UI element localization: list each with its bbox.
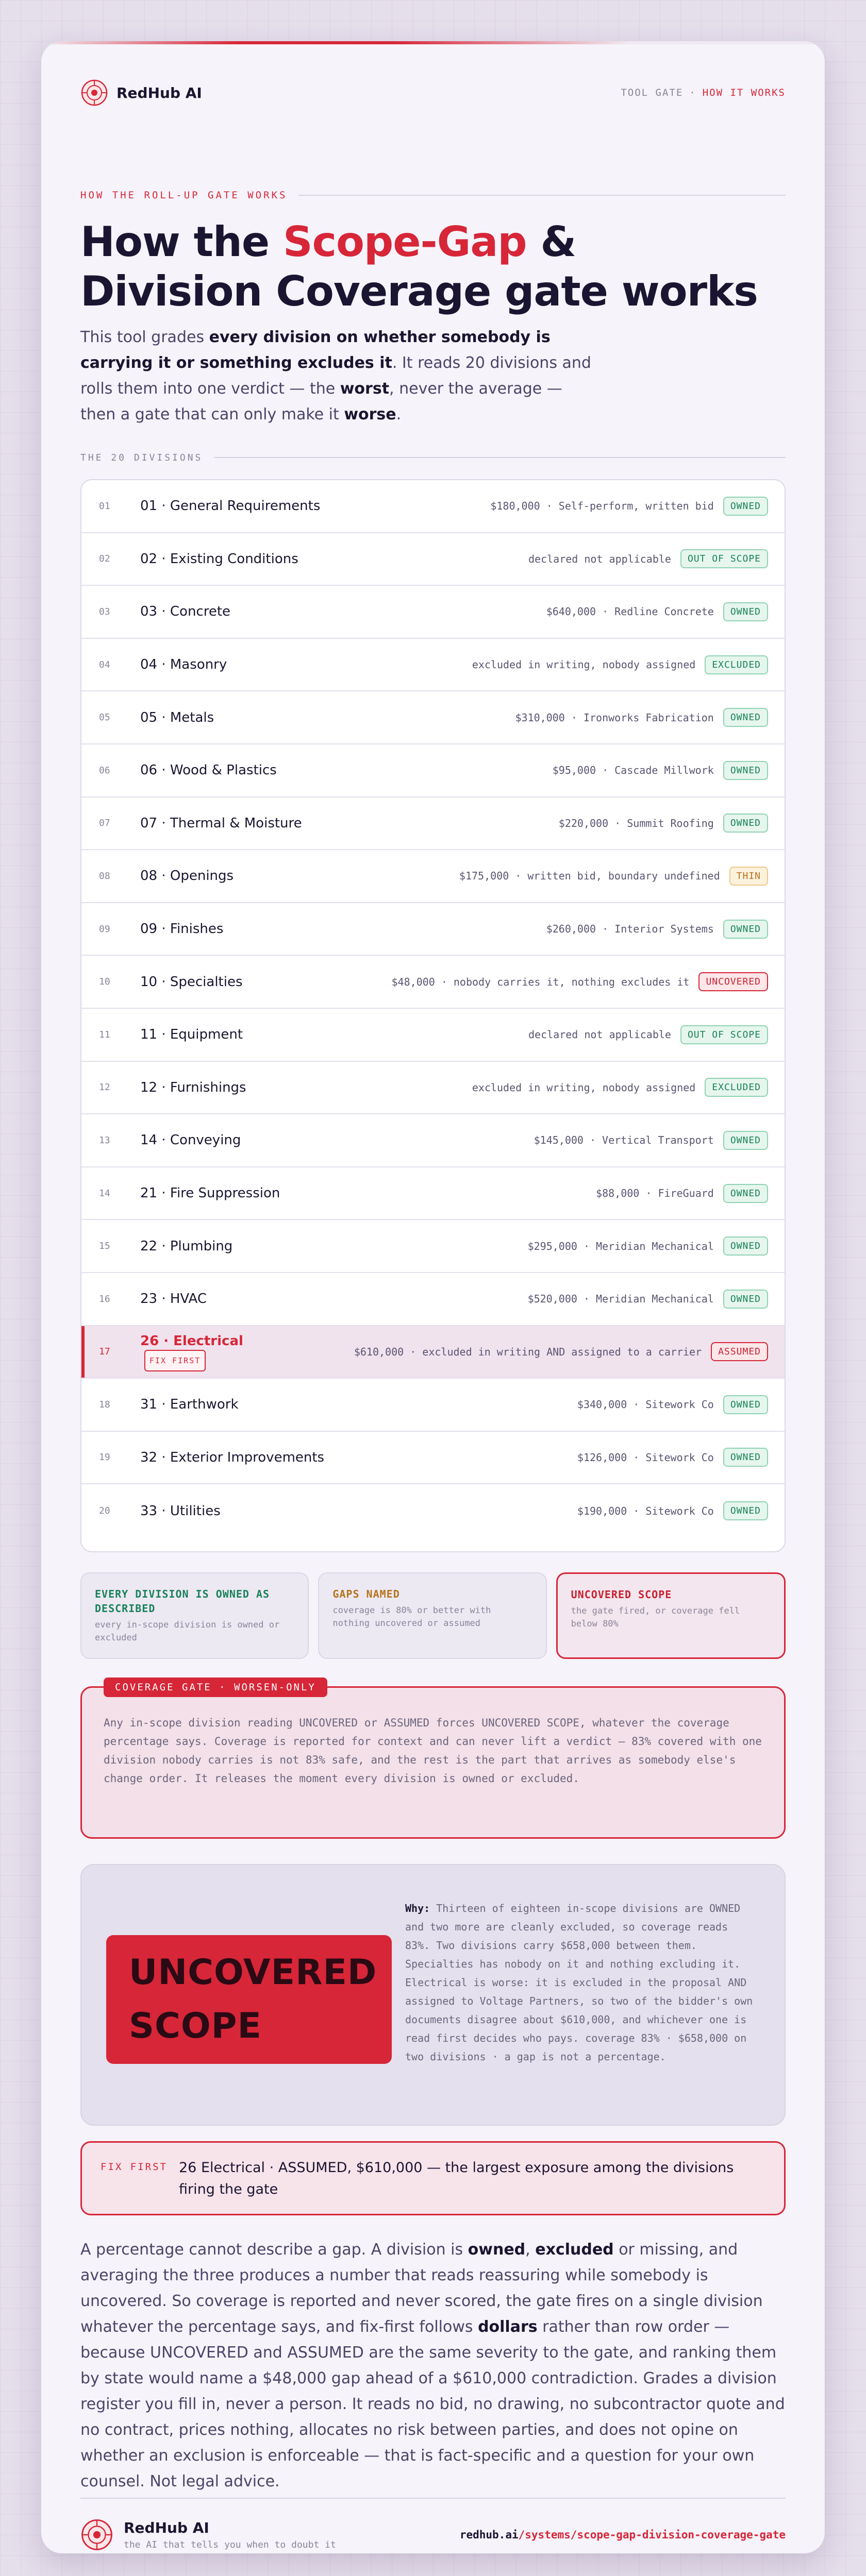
coverage-gate-text: Any in-scope division reading UNCOVERED or ASSUMED forces UNCOVERED SCOPE, whatever the coverage percentage says. Coverage is reported for context and can never lift a verdict — 83% covered with one division nobody carries is not 83% safe, and the rest is the part that arrives as somebody else's change order. It releases the moment every division is owned or excluded. <box>104 1717 762 1785</box>
lede-text: . <box>396 405 402 423</box>
fix-first-tag: FIX FIRST <box>144 1350 206 1371</box>
division-row[interactable] <box>81 1167 785 1221</box>
division-detail: declared not applicable <box>528 552 671 565</box>
eyebrow-rule <box>298 195 786 196</box>
division-status <box>705 655 785 674</box>
division-row[interactable] <box>81 744 785 798</box>
division-name <box>140 1291 336 1307</box>
why-text: Thirteen of eighteen in-scope divisions are OWNED and two more are cleanly excluded, so coverage reads 83%. Two divisions carry $658,000 between them. Specialties has nobody on it and nothing excluding it. Electrical is worse: it is excluded in the proposal AND assigned to Voltage Partners, so two of the bidder's own documents disagree about $610,000, and whichever one is read first decides who pays. coverage 83% · $658,000 on two divisions · a gap is not a percentage. <box>405 1902 753 2063</box>
division-detail: $220,000 · Summit Roofing <box>558 817 714 829</box>
division-index: 19 <box>99 1452 110 1463</box>
legend-uncovered-text: the gate fired, or coverage fell below 80% <box>571 1606 740 1629</box>
section-rule <box>214 457 786 458</box>
division-detail: $175,000 · written bid, boundary undefined <box>459 870 720 883</box>
verdict-legend <box>80 1572 786 1659</box>
status-badge: OWNED <box>723 1131 768 1150</box>
division-name-text: 03 · Concrete <box>140 604 231 620</box>
division-status <box>680 549 785 568</box>
division-index: 06 <box>99 765 110 776</box>
legend-owned-text: every in-scope division is owned or excluded <box>95 1620 280 1643</box>
division-name-text: 12 · Furnishings <box>140 1079 246 1095</box>
division-index: 16 <box>99 1293 110 1304</box>
division-index: 12 <box>99 1082 110 1093</box>
division-index: 09 <box>99 923 110 935</box>
division-index: 02 <box>99 553 110 565</box>
division-index: 15 <box>99 1241 110 1252</box>
division-detail: $180,000 · Self-perform, written bid <box>490 500 714 513</box>
division-status <box>723 1501 785 1520</box>
page-title <box>80 217 786 316</box>
division-name <box>140 1185 336 1201</box>
division-status <box>723 1236 785 1256</box>
verdict-line2: SCOPE <box>129 2006 262 2046</box>
division-status <box>705 1078 785 1097</box>
division-row[interactable] <box>81 533 785 586</box>
division-name <box>140 868 336 884</box>
status-badge: OWNED <box>723 1290 768 1309</box>
lede-text: . It reads 20 divisions and rolls them into one verdict — the <box>80 354 591 398</box>
verdict-text <box>129 1946 377 2053</box>
division-name <box>140 710 336 725</box>
nav-separator: · <box>689 87 696 98</box>
status-badge: OUT OF SCOPE <box>680 1025 768 1044</box>
division-status <box>723 1395 785 1414</box>
division-index: 10 <box>99 976 110 988</box>
status-badge: OWNED <box>723 1448 768 1467</box>
division-index: 05 <box>99 712 110 723</box>
footer-url-host: redhub.ai <box>459 2529 519 2541</box>
status-badge: EXCLUDED <box>705 655 768 674</box>
division-name <box>140 921 336 937</box>
division-row[interactable] <box>81 1484 785 1537</box>
division-detail: $610,000 · excluded in writing AND assigned to a carrier <box>354 1345 702 1358</box>
legend-gaps-tile <box>318 1572 546 1659</box>
division-detail: $48,000 · nobody carries it, nothing excludes it <box>391 975 690 988</box>
division-row[interactable] <box>81 639 785 692</box>
division-index: 04 <box>99 659 110 670</box>
division-detail: $640,000 · Redline Concrete <box>546 605 714 618</box>
lede-bold: every division on whether somebody is carrying it or something excludes it <box>80 328 551 372</box>
division-name-text: 22 · Plumbing <box>140 1238 233 1254</box>
status-badge: UNCOVERED <box>698 972 768 991</box>
status-badge: OWNED <box>723 920 768 939</box>
footer-brand-name: RedHub AI <box>124 2519 209 2536</box>
division-status <box>723 1184 785 1203</box>
status-badge: OWNED <box>723 708 768 727</box>
division-status <box>723 708 785 727</box>
lede-bold: worse <box>344 405 396 423</box>
division-name-text: 21 · Fire Suppression <box>140 1185 280 1201</box>
division-row[interactable] <box>81 1062 785 1115</box>
division-detail: $310,000 · Ironworks Fabrication <box>515 711 714 724</box>
division-name <box>140 604 336 619</box>
title-line2: Division Coverage gate works <box>80 267 758 315</box>
division-status <box>723 1448 785 1467</box>
legend-owned-title: EVERY DIVISION IS OWNED AS DESCRIBED <box>95 1588 270 1615</box>
verdict-line1: UNCOVERED <box>129 1952 377 1993</box>
title-part1: How the <box>80 218 283 266</box>
division-detail: $88,000 · FireGuard <box>596 1187 714 1200</box>
footer-brand-text <box>124 2519 336 2550</box>
redhub-logo-icon <box>80 2518 113 2551</box>
division-name-text: 31 · Earthwork <box>140 1397 239 1413</box>
division-name-text: 11 · Equipment <box>140 1027 243 1043</box>
division-name <box>140 551 336 567</box>
division-index: 17 <box>99 1346 110 1358</box>
division-detail: $95,000 · Cascade Millwork <box>552 764 714 777</box>
division-status <box>723 814 785 833</box>
division-row[interactable] <box>81 691 785 744</box>
title-part2: & <box>526 218 576 266</box>
verdict-panel <box>80 1864 786 2126</box>
verdict-badge <box>106 1935 392 2064</box>
division-name-text: 06 · Wood & Plastics <box>140 762 277 778</box>
division-index: 07 <box>99 818 110 829</box>
division-name <box>140 816 336 831</box>
division-row[interactable] <box>81 1432 785 1485</box>
division-row[interactable] <box>81 1220 785 1273</box>
legend-gaps-title: GAPS NAMED <box>332 1588 400 1600</box>
status-badge: OWNED <box>723 602 768 621</box>
closing-text: or missing, and averaging the three produces a number that reads reassuring while somebody is uncovered. So coverage is reported and never scored, the gate fires on a single division whatever the percentage says, and fix-first follows <box>80 2241 763 2336</box>
fix-first-text: 26 Electrical · ASSUMED, $610,000 — the largest exposure among the divisions firing the gate <box>179 2160 734 2197</box>
legend-uncovered-title: UNCOVERED SCOPE <box>571 1588 672 1601</box>
status-badge: THIN <box>729 867 768 886</box>
division-name <box>140 1450 336 1465</box>
division-row[interactable] <box>81 586 785 639</box>
divisions-label-text: THE 20 DIVISIONS <box>80 452 203 463</box>
division-name-text: 10 · Specialties <box>140 974 243 990</box>
status-badge: OUT OF SCOPE <box>680 549 768 568</box>
footer-tagline: the AI that tells you when to doubt it <box>124 2539 336 2550</box>
division-detail: excluded in writing, nobody assigned <box>472 1081 696 1094</box>
lede-paragraph <box>80 325 596 428</box>
lede-text: , never the average — then a gate that can only make it <box>80 380 562 423</box>
division-detail: $295,000 · Meridian Mechanical <box>527 1240 714 1252</box>
division-name-text: 08 · Openings <box>140 868 234 884</box>
closing-bold: owned <box>468 2241 526 2259</box>
division-status <box>729 867 785 886</box>
lede-bold: worst <box>340 380 390 398</box>
legend-gaps-text: coverage is 80% or better with nothing uncovered or assumed <box>332 1605 491 1629</box>
division-detail: $126,000 · Sitework Co <box>577 1451 714 1464</box>
division-index: 18 <box>99 1399 110 1410</box>
brand[interactable] <box>80 77 202 108</box>
coverage-gate-tag: COVERAGE GATE · WORSEN-ONLY <box>104 1677 327 1697</box>
coverage-gate-box <box>80 1682 786 1839</box>
fix-first-box <box>80 2141 786 2215</box>
status-badge: OWNED <box>723 1501 768 1520</box>
division-name <box>140 498 336 514</box>
closing-text: A percentage cannot describe a gap. A division is <box>80 2241 468 2259</box>
division-row[interactable] <box>81 1379 785 1432</box>
division-row[interactable] <box>81 480 785 533</box>
division-row[interactable] <box>81 1114 785 1167</box>
division-name <box>140 1080 336 1095</box>
brand-name: RedHub AI <box>116 84 202 101</box>
header <box>80 77 786 108</box>
status-badge: EXCLUDED <box>705 1078 768 1097</box>
division-index: 08 <box>99 870 110 882</box>
explainer-card <box>41 41 825 2553</box>
why-label: Why: <box>405 1902 430 1914</box>
verdict-why <box>405 1899 759 2066</box>
division-row[interactable] <box>81 1009 785 1062</box>
status-badge: OWNED <box>723 761 768 780</box>
division-name-text: 26 · Electrical <box>140 1333 243 1349</box>
division-detail: $340,000 · Sitework Co <box>577 1398 714 1411</box>
division-row[interactable] <box>81 850 785 903</box>
division-row[interactable] <box>81 798 785 851</box>
division-detail: $260,000 · Interior Systems <box>546 923 714 936</box>
closing-paragraph <box>80 2237 786 2495</box>
lede-text: This tool grades <box>80 328 209 346</box>
division-status <box>723 1131 785 1150</box>
division-name-text: 33 · Utilities <box>140 1503 221 1519</box>
division-name <box>140 657 336 672</box>
division-name <box>140 1239 336 1254</box>
status-badge: OWNED <box>723 814 768 833</box>
redhub-logo-icon <box>80 79 108 107</box>
footer-brand[interactable] <box>80 2518 336 2551</box>
footer-divider <box>80 2498 786 2499</box>
nav-tool-gate-link[interactable]: TOOL GATE <box>621 87 684 98</box>
division-name-text: 07 · Thermal & Moisture <box>140 815 302 831</box>
division-name-text: 32 · Exterior Improvements <box>140 1449 325 1465</box>
division-name <box>140 1332 305 1371</box>
top-nav <box>621 77 786 108</box>
division-name <box>140 762 336 778</box>
division-index: 11 <box>99 1029 110 1040</box>
division-row[interactable] <box>81 956 785 1009</box>
footer-url-path: /systems/scope-gap-division-coverage-gate <box>518 2529 786 2541</box>
division-name-text: 23 · HVAC <box>140 1291 207 1307</box>
footer-url-link[interactable] <box>460 2529 786 2541</box>
card-accent-line <box>41 41 825 44</box>
division-status <box>723 497 785 516</box>
closing-bold: excluded <box>535 2241 614 2259</box>
eyebrow-text: HOW THE ROLL-UP GATE WORKS <box>80 190 288 201</box>
status-badge: OWNED <box>723 1184 768 1203</box>
division-status <box>723 1290 785 1309</box>
division-status <box>698 972 785 991</box>
legend-uncovered-tile <box>556 1572 786 1659</box>
closing-text: , <box>525 2241 536 2259</box>
fix-first-label: FIX FIRST <box>101 2161 168 2173</box>
division-row[interactable] <box>81 903 785 956</box>
division-name-text: 02 · Existing Conditions <box>140 551 298 567</box>
status-badge: ASSUMED <box>711 1342 768 1361</box>
status-badge: OWNED <box>723 1236 768 1256</box>
division-index: 20 <box>99 1505 110 1517</box>
legend-owned-tile <box>80 1572 309 1659</box>
divisions-list <box>80 479 786 1552</box>
title-accent: Scope-Gap <box>282 218 527 266</box>
division-detail: excluded in writing, nobody assigned <box>472 658 696 671</box>
division-status <box>711 1342 785 1361</box>
division-status <box>723 920 785 939</box>
division-name <box>140 1503 336 1519</box>
division-detail: $190,000 · Sitework Co <box>577 1504 714 1517</box>
division-status <box>723 761 785 780</box>
division-index: 14 <box>99 1188 110 1199</box>
division-detail: $145,000 · Vertical Transport <box>534 1134 714 1147</box>
division-status <box>680 1025 785 1044</box>
eyebrow <box>80 188 786 203</box>
division-name-text: 14 · Conveying <box>140 1132 241 1148</box>
division-row[interactable] <box>81 1273 785 1326</box>
status-badge: OWNED <box>723 1395 768 1414</box>
division-index: 13 <box>99 1134 110 1146</box>
division-detail: $520,000 · Meridian Mechanical <box>527 1293 714 1306</box>
closing-text: rather than row order — because UNCOVERED and ASSUMED are the same severity to the gate, and ranking them by state would name a $48,000 gap ahead of a $610,000 contradiction. Grades a division register you fill in, never a person. It reads no bid, no drawing, no subcontractor quote and no contract, prices nothing, allocates no risk between parties, and does not opine on whether an exclusion is enforceable — that is fact-specific and a question for your own counsel. Not legal advice. <box>80 2318 785 2490</box>
division-name <box>140 974 336 990</box>
division-status <box>723 602 785 621</box>
footer <box>80 2518 786 2553</box>
status-badge: OWNED <box>723 497 768 516</box>
division-name <box>140 1027 336 1042</box>
division-name <box>140 1132 336 1148</box>
division-index: 01 <box>99 500 110 512</box>
division-index: 03 <box>99 606 110 617</box>
division-name <box>140 1397 336 1412</box>
division-detail: declared not applicable <box>528 1028 671 1041</box>
division-name-text: 05 · Metals <box>140 709 214 725</box>
division-name-text: 09 · Finishes <box>140 921 224 937</box>
division-name-text: 04 · Masonry <box>140 657 227 673</box>
divisions-section-label <box>80 451 786 464</box>
division-name-text: 01 · General Requirements <box>140 498 321 514</box>
division-row[interactable] <box>81 1326 785 1379</box>
closing-bold: dollars <box>478 2318 538 2336</box>
nav-how-it-works-link[interactable]: HOW IT WORKS <box>702 87 786 98</box>
